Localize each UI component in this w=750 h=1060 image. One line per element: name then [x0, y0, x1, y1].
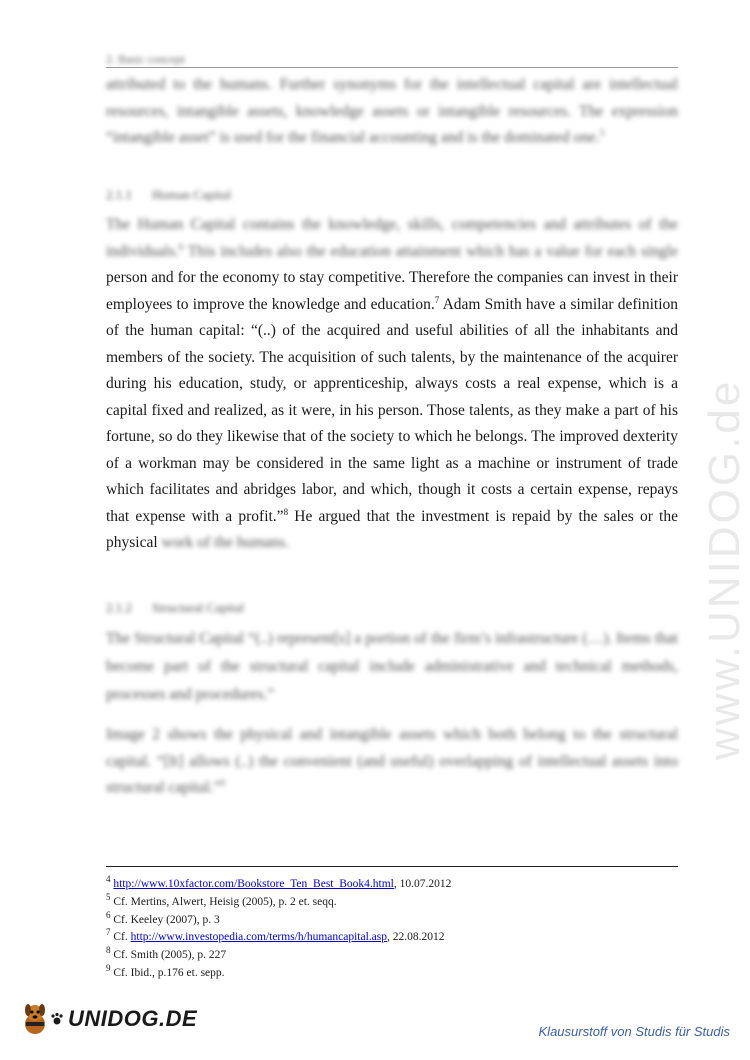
footnote-text: Cf. Ibid., p.176 et. sepp. — [113, 966, 225, 979]
footnote-ref-9: 9 — [220, 777, 225, 788]
footnote-prefix: Cf. — [113, 931, 131, 944]
footnote-ref-6: 6 — [178, 241, 184, 252]
footnote-number: 7 — [106, 927, 111, 938]
human-capital-text-1: person and for the economy to stay competitive. Therefore the companies can invest in their employees to improve the knowledge and education. — [106, 269, 678, 313]
dog-icon — [20, 1002, 50, 1036]
blurred-sentence-2: This includes also the education attainment which has a value for each single — [183, 242, 678, 260]
footnote-9 — [106, 965, 678, 983]
footnotes — [106, 876, 678, 983]
footnote-text: , 10.07.2012 — [393, 878, 452, 890]
footnote-ref-5: 5 — [599, 127, 605, 138]
watermark: www.UNIDOG.de — [700, 378, 749, 760]
footnote-link[interactable]: http://www.investopedia.com/terms/h/humancapital.asp — [130, 931, 387, 944]
footnote-number: 8 — [106, 945, 111, 956]
logo-text: UNIDOG.DE — [68, 1006, 198, 1031]
unidog-logo — [20, 1002, 197, 1036]
footnote-ref-7: 7 — [434, 294, 440, 305]
section-title: Structural Capital — [152, 600, 245, 615]
footnote-7 — [106, 929, 678, 947]
footnote-rule — [106, 866, 678, 867]
section-number: 2.1.2 — [106, 600, 132, 615]
running-head: 2. Basic concept — [106, 52, 185, 66]
footnote-text: Cf. Smith (2005), p. 227 — [113, 949, 227, 962]
tagline: Klausurstoff von Studis für Studis — [538, 1024, 730, 1039]
intro-paragraph — [106, 72, 678, 152]
footnote-text: Cf. Keeley (2007), p. 3 — [113, 913, 220, 926]
header-rule — [106, 67, 678, 68]
human-capital-blurred-end: work of the humans. — [161, 534, 289, 551]
footnote-link[interactable]: http://www.10xfactor.com/Bookstore_Ten_Best_Book4.html — [113, 878, 394, 890]
footnote-5 — [106, 891, 678, 912]
footnote-text: , 22.08.2012 — [386, 931, 445, 944]
footnote-number: 5 — [106, 891, 111, 902]
footnote-4 — [106, 876, 678, 894]
blurred-sentence-1: The Human Capital contains the knowledge, skills, competencies and attributes of the individuals. — [106, 216, 678, 260]
footnote-number: 9 — [106, 963, 111, 974]
structural-capital-quote: The Structural Capital “(..) represent[s] a portion of the firm’s infrastructure (…). Items that become part of the structural capital include administrative and technical methods, processes and procedures.” — [106, 630, 678, 703]
section-heading-structural-capital — [106, 600, 244, 616]
human-capital-text-3: He argued that the investment is repaid by the sales or the physical — [106, 507, 678, 551]
structural-capital-paragraph — [106, 722, 678, 802]
footnote-number: 6 — [106, 909, 111, 920]
footnote-number: 4 — [106, 874, 111, 885]
human-capital-blurred-start — [106, 216, 678, 260]
section-number: 2.1.1 — [106, 187, 132, 202]
human-capital-text-2: Adam Smith have a similar definition of the human capital: “(..) of the acquired and useful abilities of all the inhabitants and members of the society. The acquisition of such talents, by the maintenance of the acquirer during his education, study, or apprenticeship, always costs a real expense, which is a capital fixed and realized, as it were, in his person. Those talents, as they make a part of his fortune, so do they likewise that of the society to which he belongs. The improved dexterity of a workman may be considered in the same light as a machine or instrument of trade which facilitates and abridges labor, and which, though it costs a certain expense, repays that expense with a profit.” — [106, 295, 678, 525]
section-title: Human Capital — [152, 187, 232, 202]
section-heading-human-capital — [106, 187, 231, 203]
footnote-8 — [106, 947, 678, 965]
intro-text: attributed to the humans. Further synonyms for the intellectual capital are intellectual resources, intangible assets, knowledge assets or intangible resources. The expression “intangible asset” is used for the financial accounting and is the dominated one. — [106, 76, 678, 146]
footnote-text: Cf. Mertins, Alwert, Heisig (2005), p. 2 et. seqq. — [113, 895, 337, 908]
structural-capital-text: Image 2 shows the physical and intangible assets which both belong to the structural capital. “[It] allows (..) the convenient (and useful) overlapping of intellectual assets into structural capital.” — [106, 726, 678, 796]
paw-icon — [50, 1012, 64, 1026]
human-capital-paragraph — [106, 212, 678, 557]
footnote-6 — [106, 909, 678, 930]
footnote-ref-8: 8 — [283, 506, 289, 517]
